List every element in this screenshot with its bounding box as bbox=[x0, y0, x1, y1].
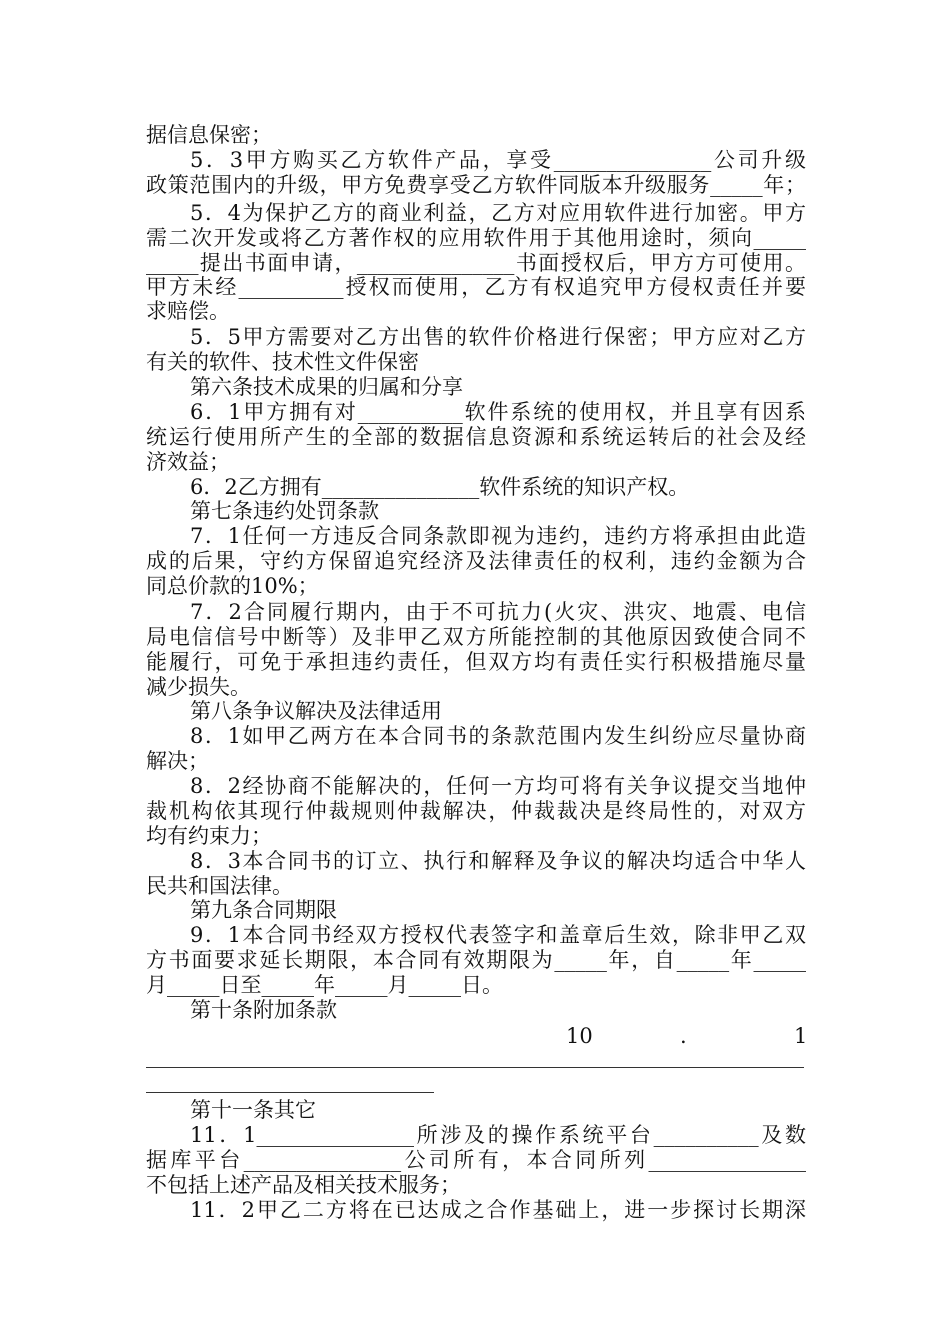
text-line: 据信息保密； bbox=[146, 123, 272, 147]
clause-number: 10 bbox=[566, 1024, 593, 1048]
clause-10-1-number bbox=[146, 1023, 806, 1049]
clause-sub-number: 1 bbox=[794, 1024, 808, 1048]
text-line: 6．1甲方拥有对__________软件系统的使用权，并且享有因系 bbox=[190, 400, 806, 424]
text-line: 成的后果，守约方保留追究经济及法律责任的权利，违约金额为合 bbox=[146, 549, 806, 573]
text-line: 6．2乙方拥有_______________软件系统的知识产权。 bbox=[190, 475, 690, 499]
text-line: 统运行使用所产生的全部的数据信息资源和系统运转后的社会及经 bbox=[146, 425, 806, 449]
text-line: 减少损失。 bbox=[146, 675, 251, 699]
text-line: 7．2合同履行期内，由于不可抗力(火灾、洪灾、地震、电信 bbox=[190, 600, 806, 624]
text-line: 政策范围内的升级，甲方免费享受乙方软件同版本升级服务_____年； bbox=[146, 173, 806, 197]
section-heading: 第十条附加条款 bbox=[190, 998, 337, 1022]
text-line: 8．1如甲乙两方在本合同书的条款范围内发生纠纷应尽量协商 bbox=[190, 724, 806, 748]
section-heading: 第九条合同期限 bbox=[190, 898, 337, 922]
text-line: 需二次开发或将乙方著作权的应用软件用于其他用途时，须向_____ bbox=[146, 226, 806, 250]
section-heading: 第七条违约处罚条款 bbox=[190, 499, 379, 523]
text-line: 8．3本合同书的订立、执行和解释及争议的解决均适合中华人 bbox=[190, 849, 806, 873]
text-line: 民共和国法律。 bbox=[146, 874, 293, 898]
text-line: 11．2甲乙二方将在已达成之合作基础上，进一步探讨长期深 bbox=[190, 1198, 806, 1222]
text-line: 7．1任何一方违反合同条款即视为违约，违约方将承担由此造 bbox=[190, 524, 806, 548]
text-line: 8．2经协商不能解决的，任何一方均可将有关争议提交当地仲 bbox=[190, 774, 806, 798]
section-heading: 第六条技术成果的归属和分享 bbox=[190, 375, 463, 399]
clause-dot: . bbox=[680, 1024, 687, 1048]
text-line: _____提出书面申请，_______________书面授权后，甲方方可使用。 bbox=[146, 251, 806, 275]
text-line: 有关的软件、技术性文件保密 bbox=[146, 350, 419, 374]
text-line: 不包括上述产品及相关技术服务； bbox=[146, 1173, 461, 1197]
blank-line bbox=[146, 1067, 804, 1068]
blank-line bbox=[146, 1092, 434, 1093]
text-line: 9．1本合同书经双方授权代表签字和盖章后生效，除非甲乙双 bbox=[190, 923, 806, 947]
text-line: 均有约束力； bbox=[146, 824, 272, 848]
text-line: 月_____日至_____年_____月_____日。 bbox=[146, 973, 503, 997]
text-line: 解决； bbox=[146, 749, 209, 773]
text-line: 方书面要求延长期限，本合同有效期限为_____年，自_____年_____ bbox=[146, 948, 806, 972]
text-line: 5．4为保护乙方的商业利益，乙方对应用软件进行加密。甲方 bbox=[190, 201, 806, 225]
text-line: 甲方未经__________授权而使用，乙方有权追究甲方侵权责任并要 bbox=[146, 275, 806, 299]
section-heading: 第十一条其它 bbox=[190, 1098, 316, 1122]
text-line: 裁机构依其现行仲裁规则仲裁解决，仲裁裁决是终局性的，对双方 bbox=[146, 799, 806, 823]
text-line: 能履行，可免于承担违约责任，但双方均有责任实行积极措施尽量 bbox=[146, 650, 806, 674]
text-line: 局电信信号中断等）及非甲乙双方所能控制的其他原因致使合同不 bbox=[146, 625, 806, 649]
text-line: 同总价款的10%； bbox=[146, 574, 319, 598]
text-line: 5．3甲方购买乙方软件产品，享受_______________公司升级 bbox=[190, 148, 806, 172]
text-line: 求赔偿。 bbox=[146, 299, 230, 323]
text-line: 11．1_______________所涉及的操作系统平台__________及数 bbox=[190, 1123, 806, 1147]
text-line: 济效益； bbox=[146, 450, 230, 474]
text-line: 5．5甲方需要对乙方出售的软件价格进行保密；甲方应对乙方 bbox=[190, 325, 806, 349]
text-line: 据库平台_______________公司所有，本合同所列_______________ bbox=[146, 1148, 806, 1172]
section-heading: 第八条争议解决及法律适用 bbox=[190, 699, 442, 723]
